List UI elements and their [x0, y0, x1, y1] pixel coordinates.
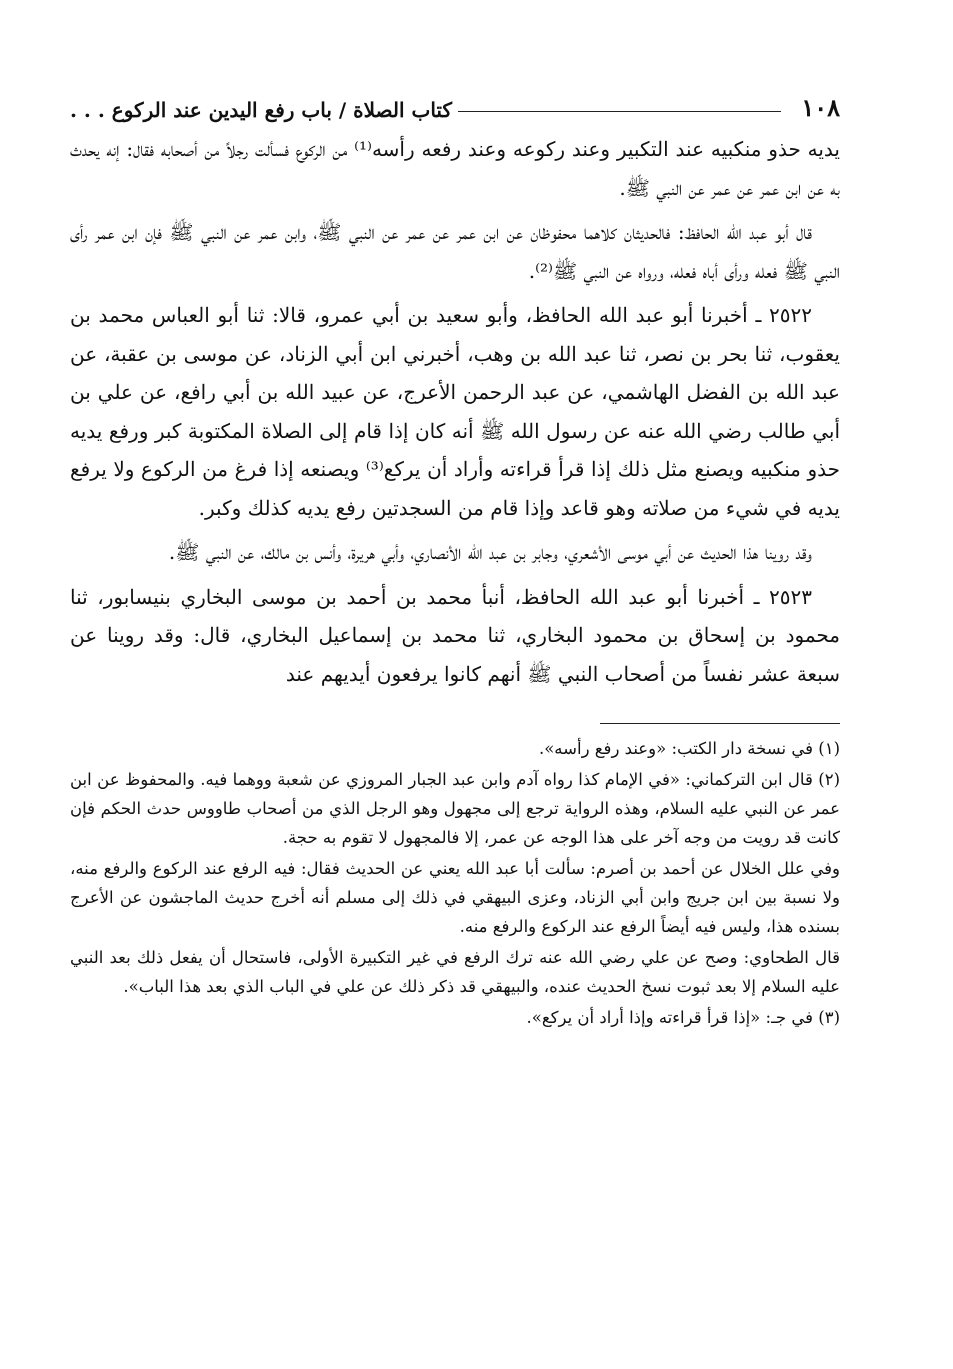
- page-header: [70, 86, 840, 122]
- running-title: كتاب الصلاة / باب رفع اليدين عند الركوع . . .: [70, 98, 452, 122]
- paragraph-2: قال أبو عبد الله الحافظ: فالحديثان كلاهما محفوظان عن ابن عمر عن عمر عن النبي ﷺ، وابن عمر عن النبي ﷺ فإن ابن عمر رأى النبي ﷺ فعله ورأى أباه فعله، ورواه عن النبي ﷺ⁽²⁾.: [70, 220, 840, 283]
- footnote-1: (١) في نسخة دار الكتب: «وعند رفع رأسه».: [538, 739, 840, 758]
- paragraph-1: يديه حذو منكبيه عند التكبير وعند ركوعه وعند رفعه رأسه⁽¹⁾ من الركوع فسألت رجلاً من أصحابه فقال: إنه يحدث به عن ابن عمر عن عمر عن النبي ﷺ.: [70, 137, 840, 200]
- hadith-2522: ٢٥٢٢ ـ أخبرنا أبو عبد الله الحافظ، وأبو سعيد بن أبي عمرو، قالا: ثنا أبو العباس محمد بن يعقوب، ثنا بحر بن نصر، ثنا عبد الله بن وهب، أخبرني ابن أبي الزناد، عن موسى بن عقبة، عن عبد الله بن الفضل الهاشمي، عن عبد الرحمن الأعرج، عن عبيد الله بن أبي رافع، عن علي بن أبي طالب رضي الله عنه عن رسول الله ﷺ أنه كان إذا قام إلى الصلاة المكتوبة كبر ورفع يديه حذو منكبيه ويصنع مثل ذلك إذا قرأ قراءته وأراد أن يركع⁽³⁾ ويصنعه إذا فرغ من الركوع ولا يرفع يديه في شيء من صلاته وهو قاعد وإذا قام من السجدتين رفع يديه كذلك وكبر.: [70, 303, 840, 520]
- footnote-2-continued: وفي علل الخلال عن أحمد بن أصرم: سألت أبا عبد الله يعني عن الحديث فقال: فيه الرفع عند الركوع والرفع منه، ولا نسبة بين ابن جريج وابن أبي الزناد، وعزى البيهقي في ذلك إلى مسلم أنه أخرج حديث الماجشون عن الأعرج بسنده هذا، وليس فيه أيضاً الرفع عند الركوع والرفع منه.: [70, 859, 840, 936]
- header-rule: [458, 111, 781, 112]
- footnote-3: (٣) في جـ: «إذا قرأ قراءته وإذا أراد أن يركع».: [526, 1008, 840, 1027]
- main-text: [70, 130, 840, 693]
- footnote-2-continued: قال الطحاوي: وصح عن علي رضي الله عنه ترك الرفع في غير التكبيرة الأولى، فاستحال أن يفعل ذلك بعد النبي عليه السلام إلا بعد ثبوت نسخ الحديث عنده، والبيهقي قد ذكر ذلك عن علي في الباب الذي بعد هذا الباب».: [70, 948, 840, 996]
- footnotes: [70, 734, 840, 1032]
- paragraph-4: وقد روينا هذا الحديث عن أبي موسى الأشعري، وجابر بن عبد الله الأنصاري، وأبي هريرة، وأنس بن مالك، عن النبي ﷺ.: [168, 540, 812, 564]
- page-number: ١٠٨: [801, 93, 840, 122]
- hadith-2523: ٢٥٢٣ ـ أخبرنا أبو عبد الله الحافظ، أنبأ محمد بن أحمد بن موسى البخاري بنيسابور، ثنا محمود بن إسحاق بن محمود البخاري، ثنا محمد بن إسماعيل البخاري، قال: وقد روينا عن سبعة عشر نفساً من أصحاب النبي ﷺ أنهم كانوا يرفعون أيديهم عند: [70, 584, 840, 686]
- book-page: [70, 86, 840, 1034]
- footnote-separator: [600, 723, 840, 724]
- footnote-2: (٢) قال ابن التركماني: «في الإمام كذا رواه آدم وابن عبد الجبار المروزي عن شعبة ووهما فيه. والمحفوظ عن ابن عمر عن النبي عليه السلام، وهذه الرواية ترجع إلى مجهول وهو الرجل الذي من أصحاب طاووس حدث الحكم فإن كانت قد رويت من وجه آخر على هذا الوجه عن عمر، إلا فالمجهول لا تقوم به حجة.: [70, 770, 840, 847]
